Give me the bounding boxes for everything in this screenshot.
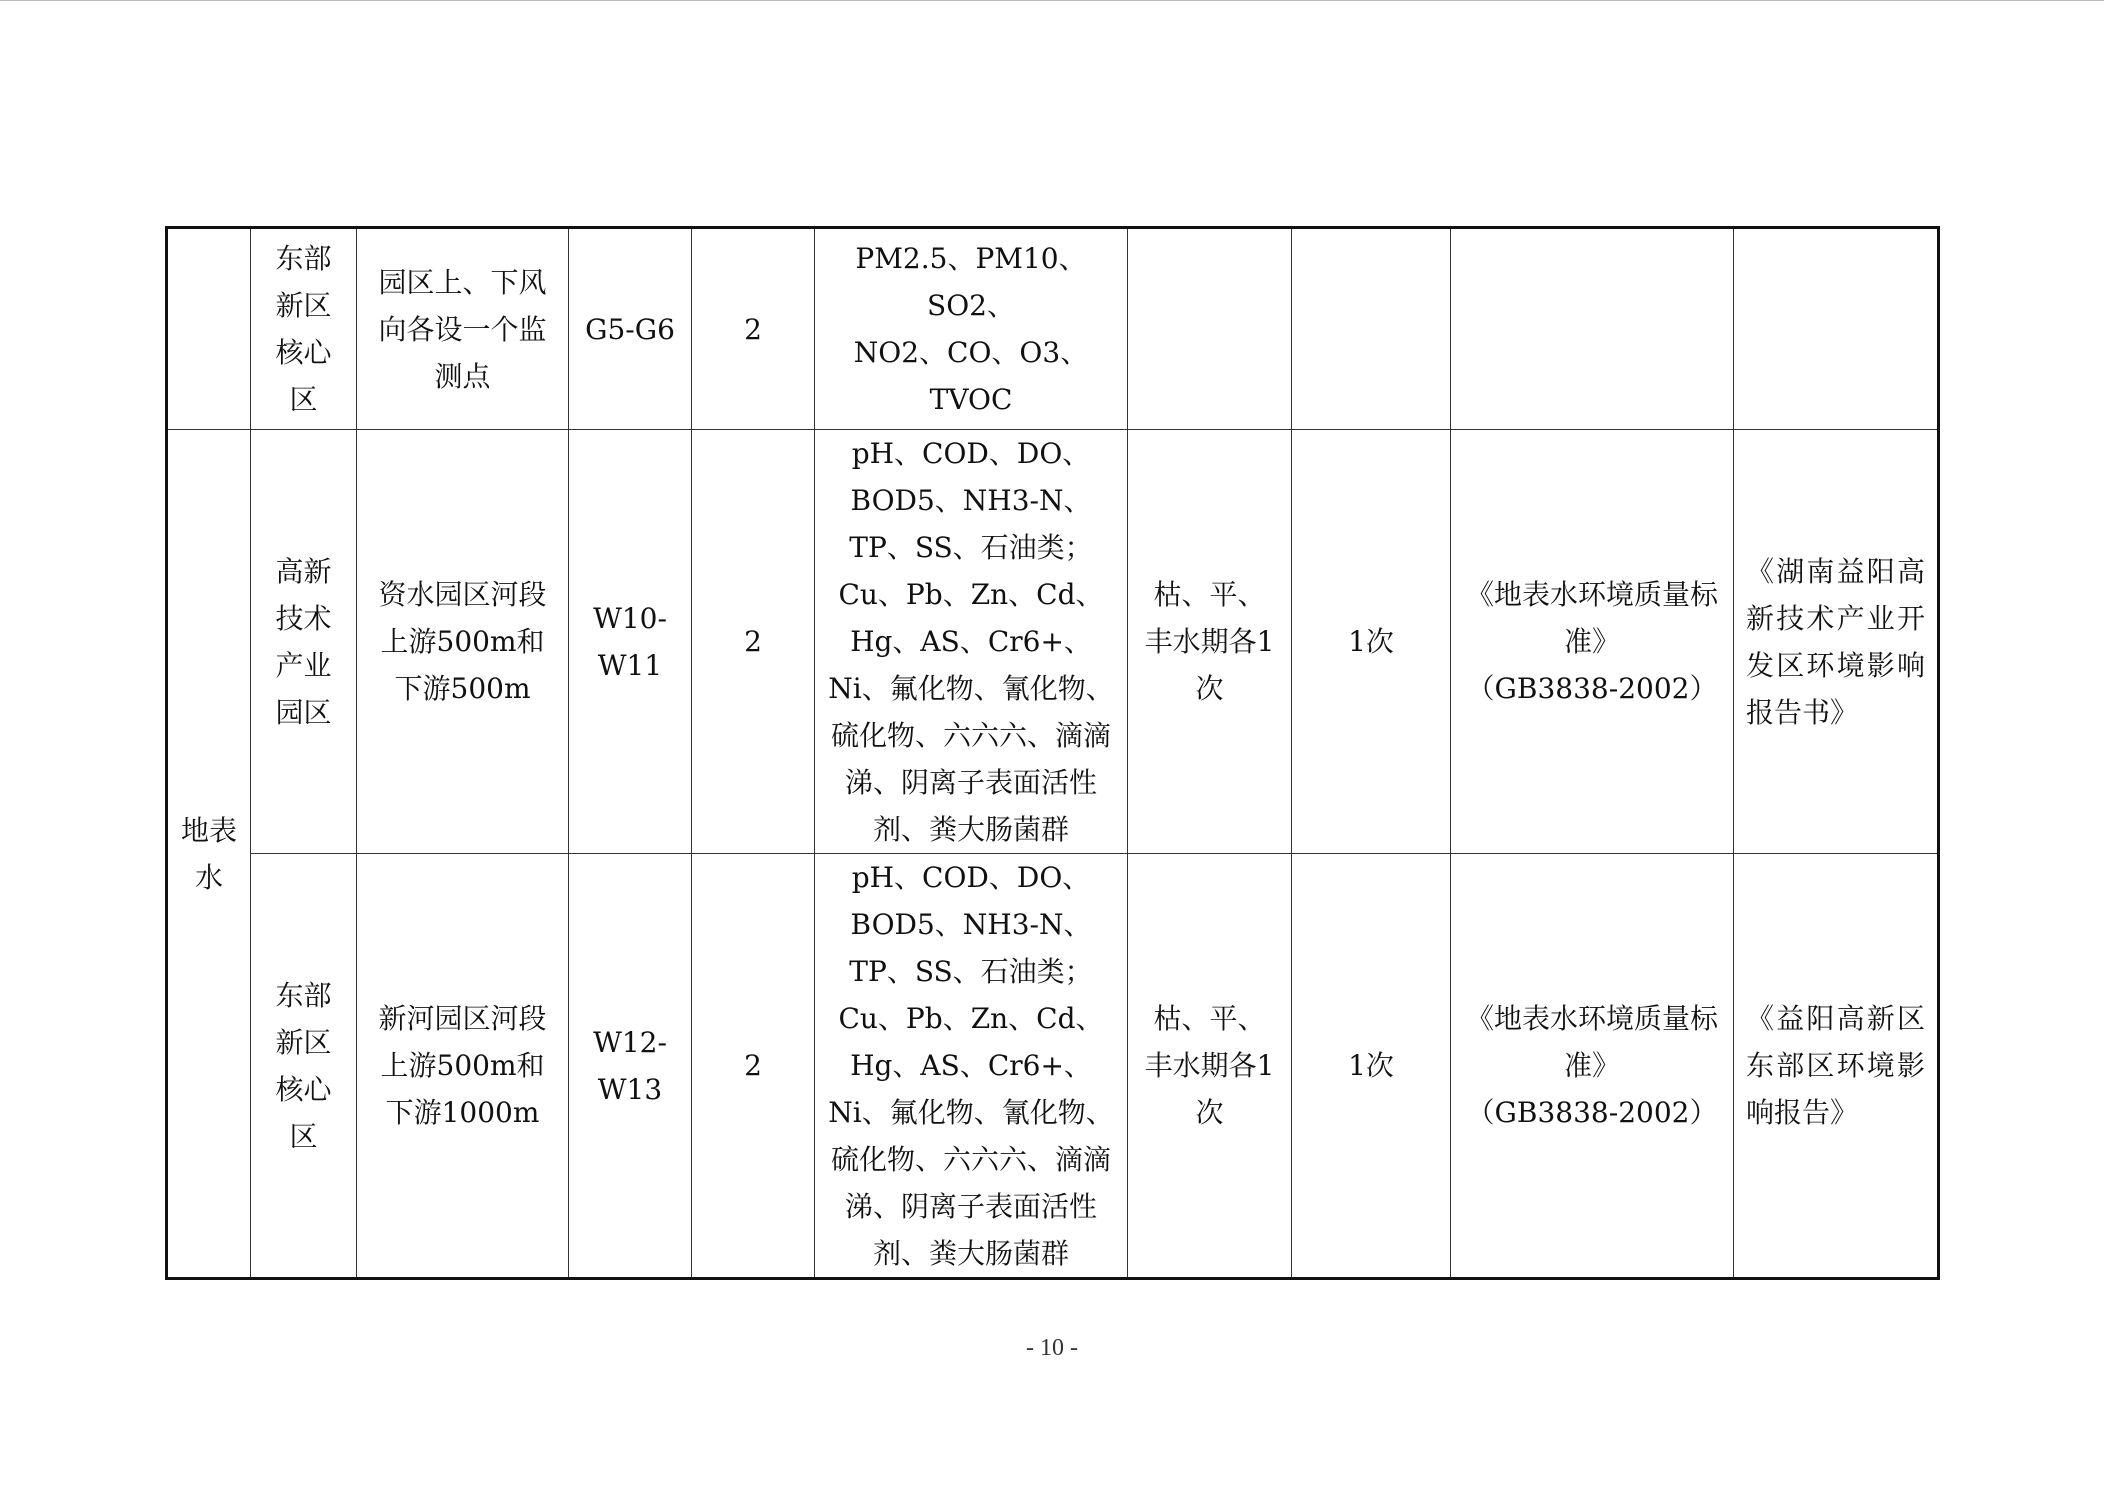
page-top-rule [0, 0, 2104, 1]
standard-cell [1451, 854, 1734, 1279]
area-cell: 东部新区核心区 [251, 228, 357, 430]
location-cell: 资水园区河段上游500m和下游500m [357, 430, 569, 854]
factors-cell [815, 228, 1128, 430]
standard-line-1: 《地表水环境质量标准》 [1465, 1002, 1718, 1082]
code-cell [569, 430, 692, 854]
table-row [167, 854, 1939, 1279]
period-cell-empty [1128, 228, 1292, 430]
area-cell: 东部新区核心区 [251, 854, 357, 1279]
monitoring-table [165, 226, 1940, 1280]
code-line-1: W10- [593, 601, 667, 635]
standard-cell-empty [1451, 228, 1734, 430]
factors-line-2: NO2、CO、O3、TVOC [853, 336, 1089, 416]
category-cell-empty [167, 228, 251, 430]
factors-cell: pH、COD、DO、BOD5、NH3-N、TP、SS、石油类；Cu、Pb、Zn、Cd、Hg、AS、Cr6+、Ni、氟化物、氰化物、硫化物、六六六、滴滴涕、阴离子表面活性剂、粪大肠菌群 [815, 430, 1128, 854]
page-number: - 10 - [1026, 1335, 1078, 1361]
standard-line-2: （GB3838-2002） [1466, 672, 1718, 705]
frequency-cell: 1次 [1292, 430, 1451, 854]
code-line-2: W13 [597, 1072, 663, 1106]
table-row [167, 430, 1939, 854]
count-cell: 2 [692, 228, 815, 430]
frequency-cell-empty [1292, 228, 1451, 430]
standard-line-2: （GB3838-2002） [1466, 1096, 1718, 1129]
count-cell: 2 [692, 854, 815, 1279]
table-row [167, 228, 1939, 430]
source-cell: 《益阳高新区东部区环境影响报告》 [1734, 854, 1939, 1279]
period-cell: 枯、平、丰水期各1次 [1128, 854, 1292, 1279]
code-line-2: W11 [597, 648, 663, 682]
factors-cell: pH、COD、DO、BOD5、NH3-N、TP、SS、石油类；Cu、Pb、Zn、Cd、Hg、AS、Cr6+、Ni、氟化物、氰化物、硫化物、六六六、滴滴涕、阴离子表面活性剂、粪大肠菌群 [815, 854, 1128, 1279]
source-cell: 《湖南益阳高新技术产业开发区环境影响报告书》 [1734, 430, 1939, 854]
category-cell: 地表水 [167, 430, 251, 1279]
code-cell [569, 854, 692, 1279]
frequency-cell: 1次 [1292, 854, 1451, 1279]
standard-cell [1451, 430, 1734, 854]
period-cell: 枯、平、丰水期各1次 [1128, 430, 1292, 854]
location-cell: 新河园区河段上游500m和下游1000m [357, 854, 569, 1279]
location-cell: 园区上、下风向各设一个监测点 [357, 228, 569, 430]
count-cell: 2 [692, 430, 815, 854]
code-line-1: W12- [593, 1025, 667, 1059]
area-cell: 高新技术产业园区 [251, 430, 357, 854]
factors-line-1: PM2.5、PM10、SO2、 [855, 242, 1087, 322]
code-cell: G5-G6 [569, 228, 692, 430]
source-cell-empty [1734, 228, 1939, 430]
standard-line-1: 《地表水环境质量标准》 [1465, 578, 1718, 658]
